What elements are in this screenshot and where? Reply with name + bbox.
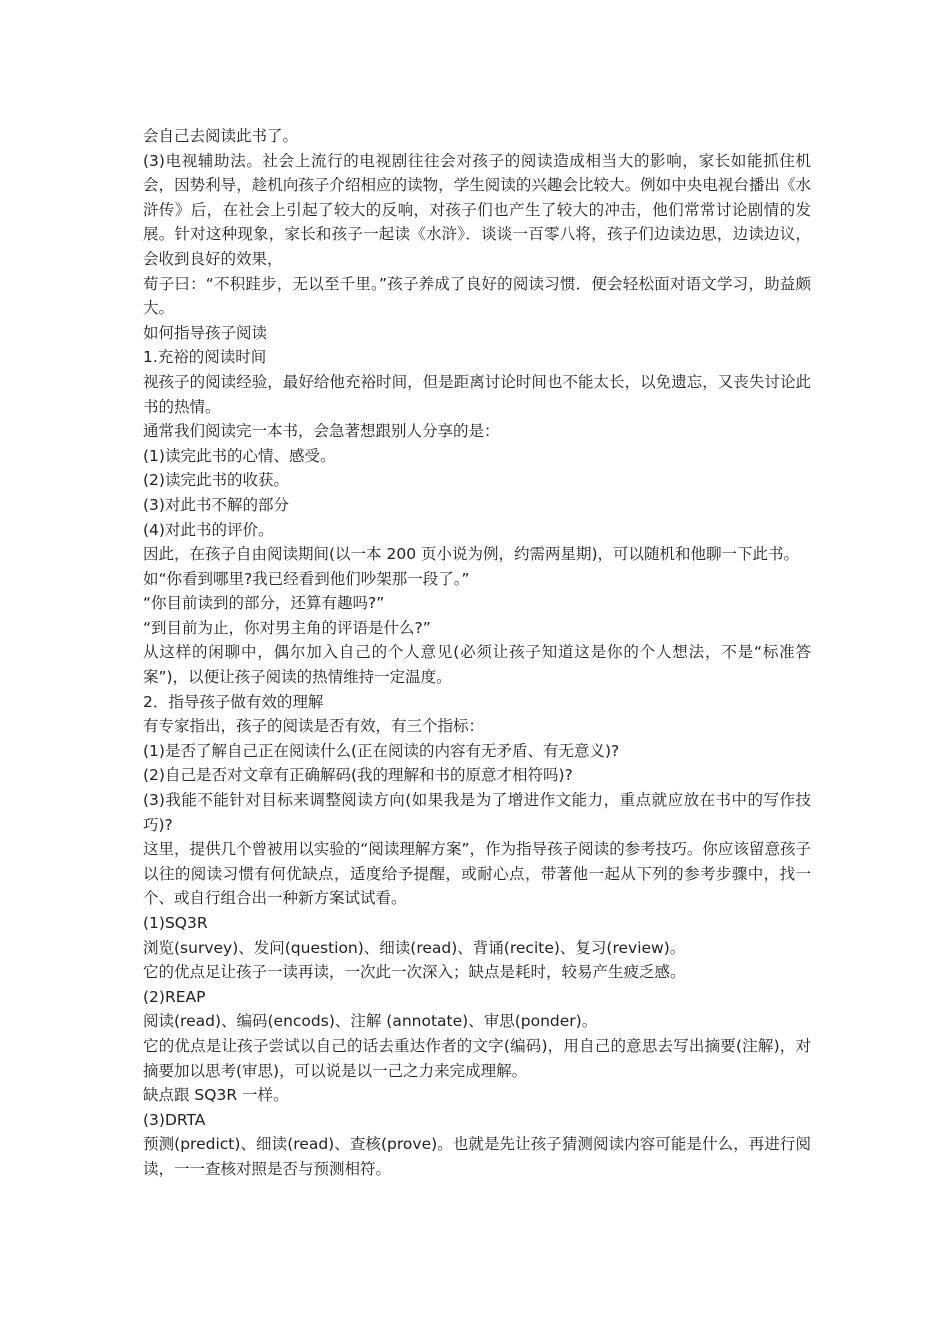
list-item-indicator-2: (2)自己是否对文章有正确解码(我的理解和书的原意才相符吗)? — [143, 766, 573, 785]
list-item-indicator-3: (3)我能不能针对目标来调整阅读方向(如果我是为了增进作文能力，重点就应放在书中的写作技巧)? — [143, 791, 811, 834]
method-steps-sq3r: 浏览(survey)、发问(question)、细读(read)、背诵(recite)、复习(review)。 — [143, 938, 686, 957]
quote-interesting: “你目前读到的部分，还算有趣吗?” — [143, 594, 385, 613]
paragraph-tv-method: (3)电视辅助法。社会上流行的电视剧往往会对孩子的阅读造成相当大的影响，家长如能抓住机会，因势利导，趁机向孩子介绍相应的读物，学生阅读的兴趣会比较大。例如中央电视台播出《水浒传》后，在社会上引起了较大的反响，对孩子们也产生了较大的冲击，他们常常讨论剧情的发展。针对这种现象，家长和孩子一起读《水浒》．谈谈一百零八将，孩子们边读边思，边读边议，会收到良好的效果， — [143, 151, 811, 268]
list-item-confusion: (3)对此书不解的部分 — [143, 495, 289, 514]
method-steps-drta: 预测(predict)、细读(read)、查核(prove)。也就是先让孩子猜测阅读内容可能是什么，再进行阅读，一一查核对照是否与预测相符。 — [143, 1135, 811, 1178]
quote-protagonist: “到目前为止，你对男主角的评语是什么?” — [143, 618, 431, 637]
method-steps-reap: 阅读(read)、编码(encods)、注解 (annotate)、审思(ponder)。 — [143, 1012, 598, 1031]
list-item-feelings: (1)读完此书的心情、感受。 — [143, 446, 336, 465]
paragraph-continuation: 会自己去阅读此书了。 — [143, 127, 299, 145]
document-page — [143, 124, 811, 1182]
paragraph-reading-time: 视孩子的阅读经验，最好给他充裕时间，但是距离讨论时间也不能太长，以免遗忘，又丧失讨论此书的热情。 — [143, 372, 811, 416]
section-heading-guide-reading: 如何指导孩子阅读 — [143, 323, 268, 342]
method-heading-sq3r: (1)SQ3R — [143, 914, 208, 932]
paragraph-chat-with-child: 因此，在孩子自由阅读期间(以一本 200 页小说为例，约需两星期)，可以随机和他聊一下此书。 — [143, 545, 800, 564]
method-drawback-reap: 缺点跟 SQ3R 一样。 — [143, 1086, 289, 1105]
paragraph-comprehension-plans: 这里，提供几个曾被用以实验的“阅读理解方案”，作为指导孩子阅读的参考技巧。你应该留意孩子以往的阅读习惯有何优缺点，适度给予提醒，或耐心点，带著他一起从下列的参考步骤中，找一个、或自行组合出一种新方案试试看。 — [143, 840, 811, 908]
method-notes-sq3r: 它的优点足让孩子一读再读，一次此一次深入；缺点是耗时，较易产生疲乏感。 — [143, 963, 686, 982]
list-item-indicator-1: (1)是否了解自己正在阅读什么(正在阅读的内容有无矛盾、有无意义)? — [143, 741, 620, 760]
quote-where-reading: 如“你看到哪里?我已经看到他们吵架那一段了。” — [143, 569, 470, 588]
list-item-gains: (2)读完此书的收获。 — [143, 471, 289, 490]
method-heading-reap: (2)REAP — [143, 987, 206, 1006]
paragraph-share-intro: 通常我们阅读完一本书，会急著想跟别人分享的是： — [143, 422, 500, 441]
subheading-effective-understanding: 2．指导孩子做有效的理解 — [143, 692, 324, 711]
paragraph-casual-chat: 从这样的闲聊中，偶尔加入自己的个人意见(必须让孩子知道这是你的个人想法，不是“标准答案”)，以便让孩子阅读的热情维持一定温度。 — [143, 643, 811, 687]
paragraph-three-indicators: 有专家指出，孩子的阅读是否有效，有三个指标： — [143, 717, 485, 736]
method-notes-reap: 它的优点是让孩子尝试以自己的话去重达作者的文字(编码)，用自己的意思去写出摘要(注解)，对摘要加以思考(审思)，可以说是以一己之力来完成理解。 — [143, 1036, 811, 1080]
paragraph-xunzi-quote: 荀子曰：“不积跬步，无以至千里。”孩子养成了良好的阅读习惯．便会轻松面对语文学习，助益颇大。 — [143, 274, 811, 318]
method-heading-drta: (3)DRTA — [143, 1110, 206, 1129]
list-item-evaluation: (4)对此书的评价。 — [143, 520, 274, 539]
subheading-reading-time: 1.充裕的阅读时间 — [143, 348, 267, 367]
